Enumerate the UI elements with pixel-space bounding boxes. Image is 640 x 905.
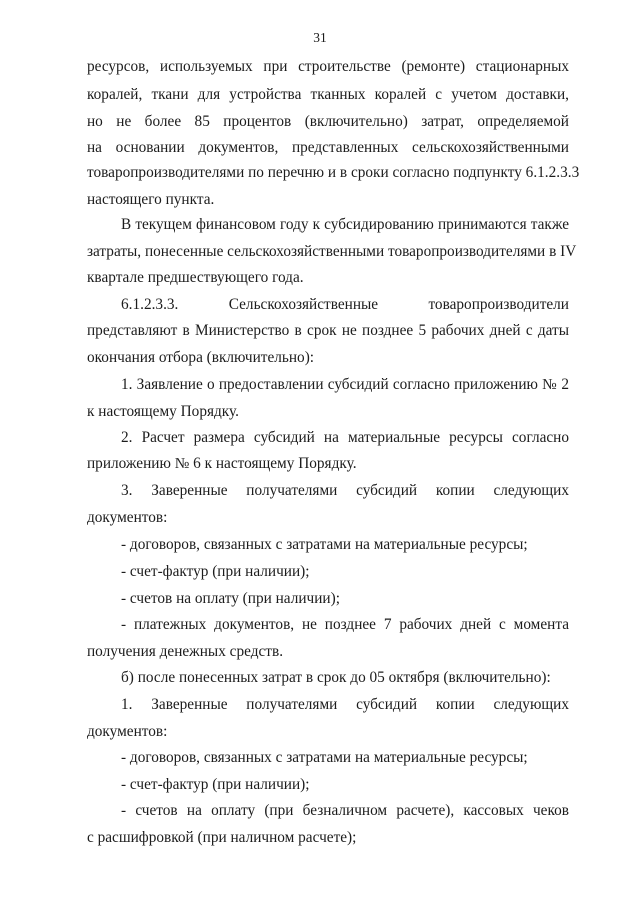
- text-line: ресурсов, используемых при строительстве (ремонте) стационарных: [87, 58, 569, 75]
- page-number: 31: [313, 30, 327, 45]
- text-line: - счетов на оплату (при наличии);: [121, 590, 340, 607]
- text-line: - счет-фактур (при наличии);: [121, 776, 310, 793]
- text-line: приложению № 6 к настоящему Порядку.: [87, 455, 357, 472]
- text-line: В текущем финансовом году к субсидированию принимаются также: [121, 216, 569, 233]
- text-line: товаропроизводителями по перечню и в сроки согласно подпункту 6.1.2.3.3: [87, 164, 580, 181]
- text-line: квартале предшествующего года.: [87, 269, 304, 286]
- text-line: затраты, понесенные сельскохозяйственными товаропроизводителями в IV: [87, 243, 577, 260]
- text-line: - счет-фактур (при наличии);: [121, 563, 310, 580]
- text-line: б) после понесенных затрат в срок до 05 октября (включительно):: [121, 669, 551, 686]
- text-line: - договоров, связанных с затратами на материальные ресурсы;: [121, 749, 528, 766]
- text-line: 1. Заявление о предоставлении субсидий согласно приложению № 2: [121, 376, 569, 393]
- text-line: документов:: [87, 723, 168, 740]
- text-line: 2. Расчет размера субсидий на материальные ресурсы согласно: [121, 429, 569, 446]
- text-line: - платежных документов, не позднее 7 рабочих дней с момента: [121, 616, 569, 633]
- text-line: получения денежных средств.: [87, 643, 284, 660]
- text-line: - договоров, связанных с затратами на материальные ресурсы;: [121, 536, 528, 553]
- text-line: документов:: [87, 509, 168, 526]
- text-line: окончания отбора (включительно):: [87, 349, 315, 366]
- text-line: коралей, ткани для устройства тканных коралей с учетом доставки,: [87, 86, 569, 103]
- text-line: 6.1.2.3.3. Сельскохозяйственные товаропроизводители: [121, 296, 569, 313]
- text-line: на основании документов, представленных сельскохозяйственными: [87, 139, 569, 156]
- text-line: 1. Заверенные получателями субсидий копии следующих: [121, 696, 569, 713]
- text-line: с расшифровкой (при наличном расчете);: [87, 829, 357, 846]
- text-line: но не более 85 процентов (включительно) затрат, определяемой: [87, 113, 569, 130]
- text-line: к настоящему Порядку.: [87, 403, 239, 420]
- text-line: 3. Заверенные получателями субсидий копии следующих: [121, 482, 569, 499]
- text-line: - счетов на оплату (при безналичном расчете), кассовых чеков: [121, 802, 569, 819]
- text-line: представляют в Министерство в срок не позднее 5 рабочих дней с даты: [87, 322, 569, 339]
- text-line: настоящего пункта.: [87, 191, 215, 208]
